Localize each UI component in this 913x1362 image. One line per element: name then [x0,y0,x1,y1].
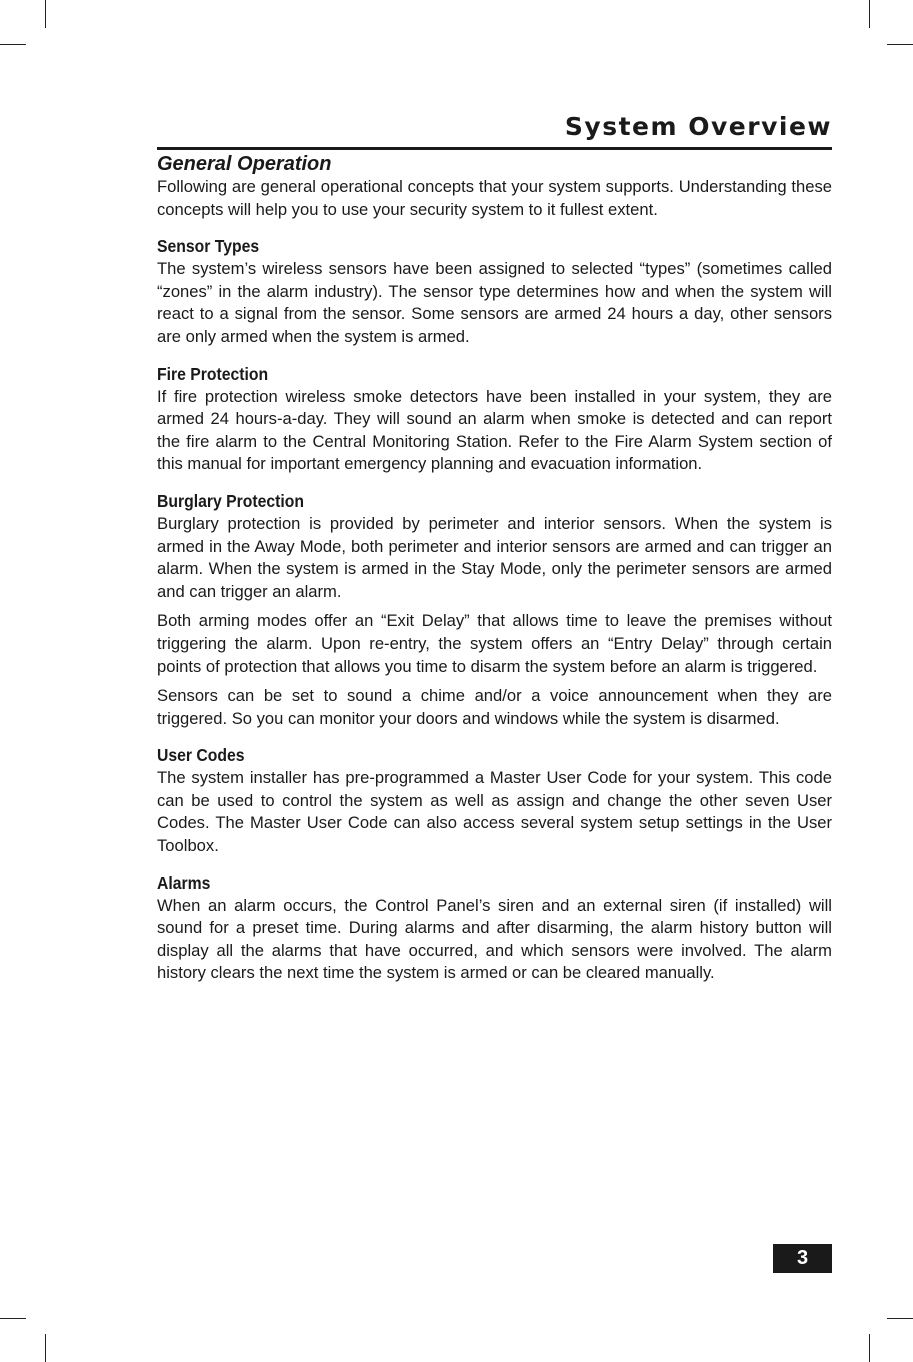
paragraph: If fire protection wireless smoke detectors have been installed in your system, they are armed 24 hours-a-day. They will sound an alarm when smoke is detected and can report the fire alarm to the Central Monitoring Station. Refer to the Fire Alarm System section of this manual for important emergency planning and evacuation information. [157,386,832,474]
page-number: 3 [773,1244,832,1273]
section-heading-fire-protection: Fire Protection [157,363,269,384]
section-heading-user-codes: User Codes [157,745,245,766]
section-heading-sensor-types: Sensor Types [157,236,260,257]
crop-mark [887,44,913,45]
paragraph: Sensors can be set to sound a chime and/or a voice announcement when they are triggered. So you can monitor your doors and windows while the system is disarmed. [157,686,832,728]
paragraph: Both arming modes offer an “Exit Delay” that allows time to leave the premises without triggering the alarm. Upon re-entry, the system offers an “Entry Delay” through certain points of protection that allows you time to disarm the system before an alarm is triggered. [157,611,832,676]
paragraph: Burglary protection is provided by perimeter and interior sensors. When the system is armed in the Away Mode, both perimeter and interior sensors are armed and can trigger an alarm. When the system is armed in the Stay Mode, only the perimeter sensors are armed and can trigger an alarm. [157,513,832,601]
paragraph: When an alarm occurs, the Control Panel’s siren and an external siren (if installed) will sound for a preset time. During alarms and after disarming, the alarm history button will display all the alarms that have occurred, and which sensors were involved. The alarm history clears the next time the system is armed or can be cleared manually. [157,895,832,983]
crop-mark [869,1334,870,1362]
crop-mark [0,44,26,45]
title-rule [157,147,832,150]
section-heading-general-operation: General Operation [157,153,332,175]
paragraph: Following are general operational concepts that your system supports. Understanding these concepts will help you to use your security system to it fullest extent. [157,177,832,219]
section-heading-burglary-protection: Burglary Protection [157,490,305,511]
crop-mark [45,1334,46,1362]
section-heading-alarms: Alarms [157,872,211,893]
crop-mark [45,0,46,28]
page-title: System Overview [564,112,832,141]
crop-mark [887,1318,913,1319]
paragraph: The system installer has pre-programmed a Master User Code for your system. This code can be used to control the system as well as assign and change the other seven User Codes. The Master User Code can also access several system setup settings in the User Toolbox. [157,768,832,856]
crop-mark [869,0,870,28]
page-content [157,152,832,985]
paragraph: The system’s wireless sensors have been assigned to selected “types” (sometimes called “zones” in the alarm industry). The sensor type determines how and when the system will react to a signal from the sensor. Some sensors are armed 24 hours a day, other sensors are only armed when the system is armed. [157,259,832,346]
crop-mark [0,1318,26,1319]
